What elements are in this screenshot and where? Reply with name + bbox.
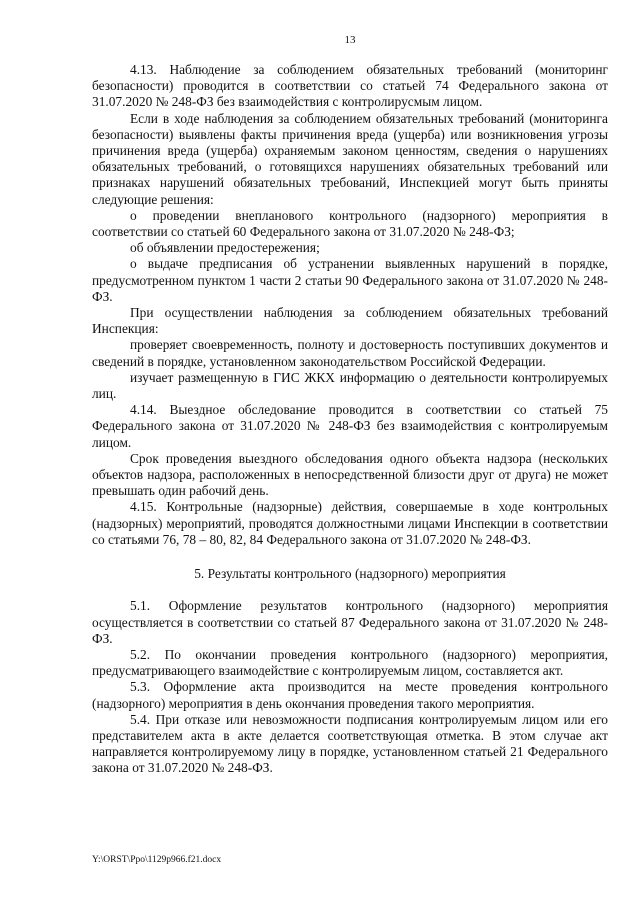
paragraph: 4.14. Выездное обследование проводится в соответствии со статьей 75 Федерального закона от 31.07.2020 № 248-ФЗ без взаимодействия с контролируемым лицом. [92,402,608,450]
paragraph: изучает размещенную в ГИС ЖКХ информацию о деятельности контролируемых лиц. [92,369,608,402]
paragraph: о выдаче предписания об устранении выявленных нарушений в порядке, предусмотренном пунктом 1 части 2 статьи 90 Федерального закона от 31.07.2020 № 248-ФЗ. [92,256,608,304]
paragraph: Срок проведения выездного обследования одного объекта надзора (нескольких объектов надзора, расположенных в непосредственной близости друг от друга) не может превышать один рабочий день. [92,450,608,499]
paragraph: 5.3. Оформление акта производится на месте проведения контрольного (надзорного) мероприятия в день окончания проведения такого мероприятия. [92,679,608,711]
paragraph: Если в ходе наблюдения за соблюдением обязательных требований (мониторинга безопасности) выявлены факты причинения вреда (ущерба) или возникновения угрозы причинения вреда (ущерба) охраняемым законом ценностям, сведения о нарушениях обязательных требований, о готовящихся нарушениях обязательных требований или признаках нарушений обязательных требований, Инспекцией могут быть приняты следующие решения: [92,110,608,207]
paragraph: 4.13. Наблюдение за соблюдением обязательных требований (мониторинг безопасности) проводится в соответствии со статьей 74 Федерального закона от 31.07.2020 № 248-ФЗ без взаимодействия с контролирусмым лицом. [92,62,608,110]
section-heading: 5. Результаты контрольного (надзорного) мероприятия [194,566,506,582]
paragraph: об объявлении предостережения; [130,240,320,256]
paragraph: 5.2. По окончании проведения контрольного (надзорного) мероприятия, предусматривающего взаимодействие с контролируемым лицом, составляется акт. [92,646,608,679]
paragraphs-before [92,62,608,548]
paragraph: 4.15. Контрольные (надзорные) действия, совершаемые в ходе контрольных (надзорных) мероприятий, проводятся должностными лицами Инспекции в соответствии со статьями 76, 78 – 80, 82, 84 Федерального закона от 31.07.2020 № 248-ФЗ. [92,499,608,547]
paragraph: 5.4. При отказе или невозможности подписания контролируемым лицом или его представителем акта в акте делается соответствующая отметка. В этом случае акт направляется контролируемому лицу в порядке, установленном статьей 21 Федерального закона от 31.07.2020 № 248-ФЗ. [92,711,608,776]
page-number: 13 [344,34,356,46]
footer-file-path: Y:\ORST\Ppo\1129p966.f21.docx [92,855,222,865]
paragraph: о проведении внепланового контрольного (надзорного) мероприятия в соответствии со статьей 60 Федерального закона от 31.07.2020 № 248-ФЗ; [92,207,608,240]
paragraph: 5.1. Оформление результатов контрольного (надзорного) мероприятия осуществляется в соответствии со статьей 87 Федерального закона от 31.07.2020 № 248-ФЗ. [92,598,608,646]
paragraph: При осуществлении наблюдения за соблюдением обязательных требований Инспекция: [92,305,608,337]
paragraphs-after [92,598,608,776]
paragraph: проверяет своевременность, полноту и достоверность поступивших документов и сведений в порядке, установленном законодательством Российской Федерации. [92,337,608,369]
